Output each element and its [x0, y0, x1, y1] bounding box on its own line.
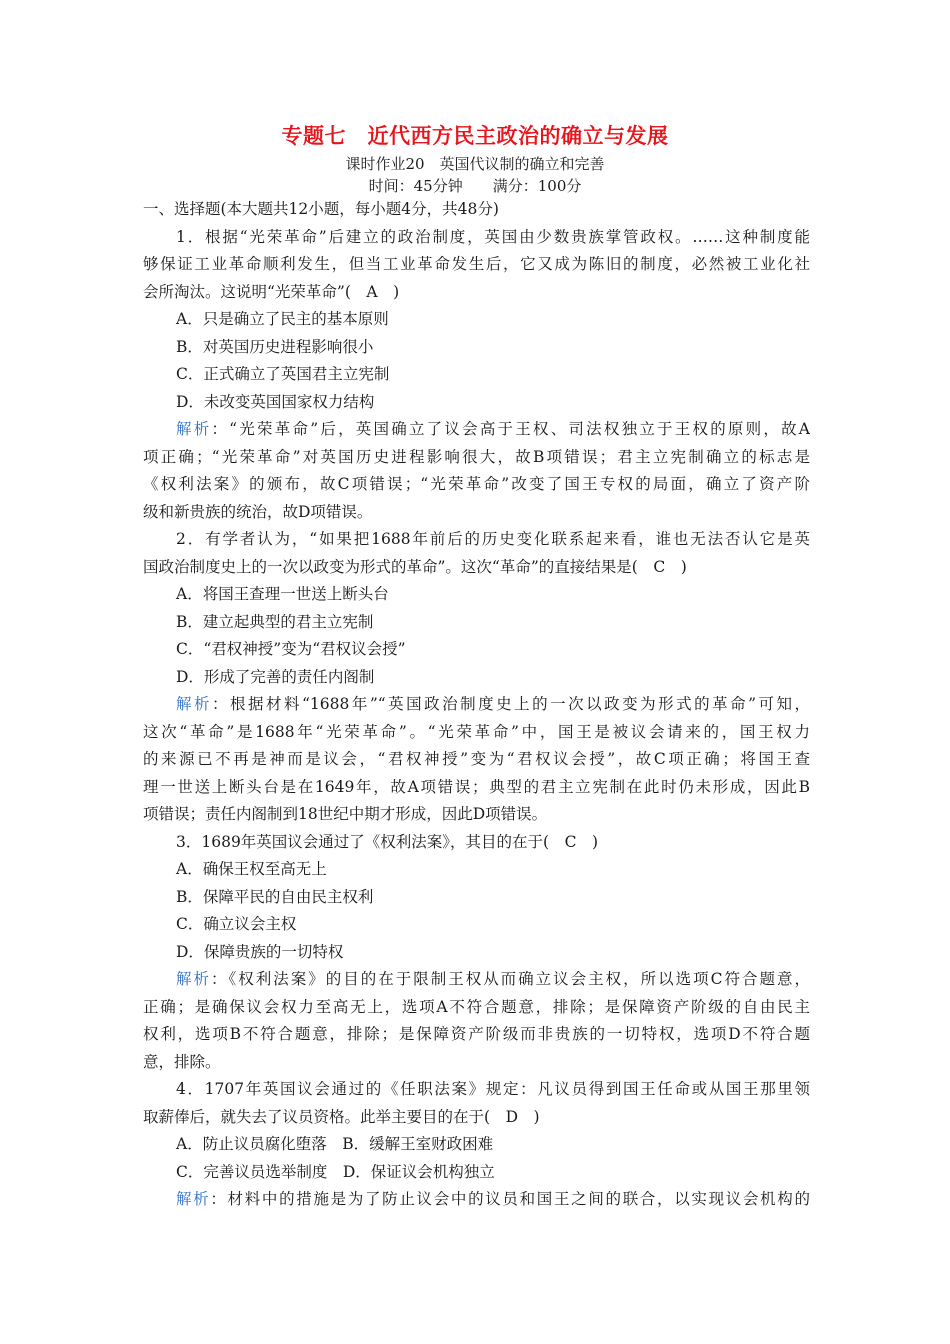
analysis-line: 项正确；“光荣革命”对英国历史进程影响很大，故B项错误；君主立宪制确立的标志是: [143, 447, 810, 466]
question-stem-line: 国政治制度史上的一次以政变为形式的革命”。这次“革命”的直接结果是( C ): [143, 557, 687, 576]
option: A．将国王查理一世送上断头台: [176, 585, 389, 603]
analysis-label: 解析: [176, 1190, 211, 1208]
question-stem-line: 取薪俸后，就失去了议员资格。此举主要目的在于( D ): [143, 1107, 540, 1126]
page-subtitle: 课时作业20 英国代议制的确立和完善: [345, 155, 605, 173]
option: A．只是确立了民主的基本原则: [176, 310, 389, 328]
option: C．确立议会主权: [176, 915, 297, 933]
option: A．确保王权至高无上: [176, 860, 327, 878]
analysis-label: 解析: [176, 970, 211, 988]
analysis-line: 解析：“光荣革命”后，英国确立了议会高于王权、司法权独立于王权的原则，故A: [176, 420, 810, 438]
analysis-line: 理一世送上断头台是在1649年，故A项错误；典型的君主立宪制在此时仍未形成，因此B: [143, 777, 810, 796]
option: C．“君权神授”变为“君权议会授”: [176, 640, 406, 658]
answer: A: [366, 282, 378, 301]
option: D．未改变英国国家权力结构: [176, 392, 375, 411]
section-heading: 一、选择题(本大题共12小题，每小题4分，共48分): [143, 200, 499, 218]
option: C．完善议员选举制度 D．保证议会机构独立: [176, 1162, 495, 1181]
question-stem-line: 3．1689年英国议会通过了《权利法案》，其目的在于( C ): [176, 832, 599, 851]
question-4: [143, 1076, 810, 1214]
question-stem-line: 4．1707年英国议会通过的《任职法案》规定：凡议员得到国王任命或从国王那里领: [176, 1080, 810, 1098]
document-body: [143, 196, 810, 1214]
answer: D: [505, 1107, 518, 1126]
option: D．保障贵族的一切特权: [176, 942, 344, 961]
analysis-line: 《权利法案》的颁布，故C项错误；“光荣革命”改变了国王专权的局面，确立了资产阶: [143, 475, 810, 493]
question-stem-line: 2．有学者认为，“如果把1688年前后的历史变化联系起来看，谁也无法否认它是英: [176, 530, 810, 548]
question-stem-line: 1．根据“光荣革命”后建立的政治制度，英国由少数贵族掌管政权。……这种制度能: [176, 227, 810, 246]
option: B．对英国历史进程影响很小: [176, 337, 374, 356]
analysis-line: 正确；是确保议会权力至高无上，选项A不符合题意，排除；是保障资产阶级的自由民主: [143, 997, 810, 1016]
analysis-line: 解析：根据材料“1688年”“英国政治制度史上的一次以政变为形式的革命”可知，: [176, 695, 810, 713]
analysis-line: 级和新贵族的统治，故D项错误。: [143, 502, 373, 521]
analysis-line: 的来源已不再是神而是议会，“君权神授”变为“君权议会授”，故C项正确；将国王查: [143, 750, 810, 768]
option: B．建立起典型的君主立宪制: [176, 612, 374, 631]
answer: C: [564, 832, 577, 851]
analysis-line: 意，排除。: [143, 1052, 221, 1071]
option: B．保障平民的自由民主权利: [176, 887, 374, 906]
analysis-line: 权利，选项B不符合题意，排除；是保障资产阶级而非贵族的一切特权，选项D不符合题: [143, 1025, 810, 1043]
question-stem-line: 会所淘汰。这说明“光荣革命”( A ): [143, 282, 400, 301]
page-title: 专题七 近代西方民主政治的确立与发展: [281, 124, 669, 148]
question-stem-line: 够保证工业革命顺利发生，但当工业革命发生后，它又成为陈旧的制度，必然被工业化社: [143, 255, 810, 273]
analysis-label: 解析: [176, 420, 212, 438]
analysis-label: 解析: [176, 695, 212, 713]
question-1: [143, 224, 810, 527]
analysis-line: 解析：《权利法案》的目的在于限制王权从而确立议会主权，所以选项C符合题意，: [176, 970, 810, 988]
analysis-line: 项错误；责任内阁制到18世纪中期才形成，因此D项错误。: [143, 805, 548, 823]
question-3: [143, 829, 810, 1077]
question-2: [143, 526, 810, 829]
time-score-info: 时间：45分钟 满分：100分: [368, 177, 582, 195]
option: C．正式确立了英国君主立宪制: [176, 365, 390, 383]
analysis-line: 解析：材料中的措施是为了防止议会中的议员和国王之间的联合，以实现议会机构的: [176, 1190, 810, 1208]
option: A．防止议员腐化堕落 B．缓解王室财政困难: [176, 1135, 494, 1153]
analysis-line: 这次“革命”是1688年“光荣革命”。“光荣革命”中，国王是被议会请来的，国王权力: [143, 722, 810, 741]
option: D．形成了完善的责任内阁制: [176, 667, 375, 686]
answer: C: [653, 557, 666, 576]
